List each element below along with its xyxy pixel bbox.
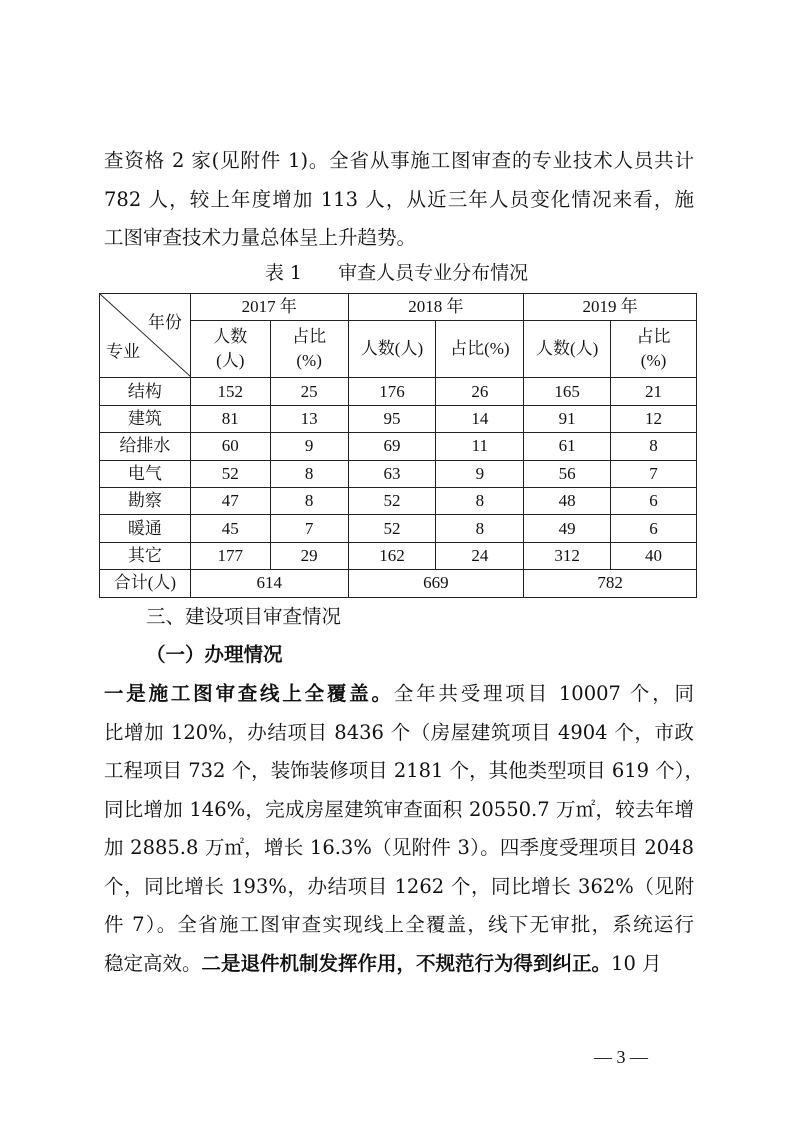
body-text: 稳定高效。	[104, 951, 202, 975]
table-caption-title: 审查人员专业分布情况	[338, 262, 529, 284]
section-heading: 三、建设项目审查情况	[146, 605, 342, 628]
total-cell: 782	[524, 570, 697, 597]
body-text: 同比增加 146%，完成房屋建筑审查面积 20550.7 万㎡，较去年增	[104, 797, 694, 821]
body-line	[104, 675, 694, 714]
subheader-pct-2017: 占比 (%)	[270, 321, 348, 378]
year-header: 2017 年	[190, 294, 348, 321]
value-cell: 45	[190, 515, 270, 542]
value-cell: 95	[348, 405, 436, 432]
value-cell: 63	[348, 460, 436, 487]
value-cell: 81	[190, 405, 270, 432]
body-text: 全年共受理项目 10007 个，同	[393, 682, 694, 705]
value-cell: 14	[436, 405, 524, 432]
body-line	[104, 714, 694, 753]
table-row	[100, 378, 697, 405]
total-label: 合计(人)	[100, 570, 191, 597]
table-corner-cell	[100, 294, 191, 378]
subheader-pct-2018: 占比(%)	[436, 321, 524, 378]
value-cell: 49	[524, 515, 611, 542]
value-cell: 12	[611, 405, 697, 432]
intro-line: 查资格 2 家(见附件 1)。全省从事施工图审查的专业技术人员共计	[104, 149, 694, 172]
value-cell: 9	[436, 460, 524, 487]
table-row	[100, 515, 697, 542]
value-cell: 69	[348, 433, 436, 460]
intro-line: 工图审查技术力量总体呈上升趋势。	[104, 226, 417, 249]
total-cell: 614	[190, 570, 348, 597]
table-caption	[0, 258, 793, 288]
page-number: — 3 —	[594, 1047, 648, 1067]
body-line	[104, 829, 694, 868]
body-text: 工程项目 732 个，装饰装修项目 2181 个，其他类型项目 619 个），	[104, 759, 705, 782]
value-cell: 162	[348, 542, 436, 569]
year-header: 2019 年	[524, 294, 697, 321]
value-cell: 60	[190, 433, 270, 460]
table-row	[100, 487, 697, 514]
major-cell: 结构	[100, 378, 191, 405]
value-cell: 29	[270, 542, 348, 569]
value-cell: 52	[190, 460, 270, 487]
subheader-pct-2019: 占比 (%)	[611, 321, 697, 378]
major-cell: 暖通	[100, 515, 191, 542]
major-cell: 建筑	[100, 405, 191, 432]
major-cell: 电气	[100, 460, 191, 487]
value-cell: 8	[270, 460, 348, 487]
table-row	[100, 460, 697, 487]
value-cell: 91	[524, 405, 611, 432]
body-line	[104, 906, 694, 945]
table-row	[100, 542, 697, 569]
value-cell: 8	[436, 487, 524, 514]
table-total-row	[100, 570, 697, 597]
value-cell: 9	[270, 433, 348, 460]
value-cell: 21	[611, 378, 697, 405]
corner-major-label: 专业	[106, 342, 140, 362]
value-cell: 176	[348, 378, 436, 405]
body-text: 比增加 120%，办结项目 8436 个（房屋建筑项目 4904 个，市政	[104, 720, 694, 744]
bold-lead: 一是施工图审查线上全覆盖。	[104, 682, 394, 705]
body-line	[104, 752, 705, 791]
value-cell: 312	[524, 542, 611, 569]
major-cell: 给排水	[100, 433, 191, 460]
total-cell: 669	[348, 570, 524, 597]
value-cell: 8	[436, 515, 524, 542]
body-line	[104, 791, 694, 830]
subsection-heading: （一）办理情况	[146, 643, 283, 666]
staff-distribution-table	[99, 293, 697, 598]
body-text: 加 2885.8 万㎡，增长 16.3%（见附件 3）。四季度受理项目 2048	[104, 836, 694, 859]
value-cell: 7	[270, 515, 348, 542]
body-text: 个，同比增长 193%，办结项目 1262 个，同比增长 362%（见附	[104, 874, 694, 898]
body-line	[104, 868, 694, 907]
value-cell: 26	[436, 378, 524, 405]
value-cell: 40	[611, 542, 697, 569]
value-cell: 24	[436, 542, 524, 569]
bold-lead: 二是退件机制发挥作用，不规范行为得到纠正。	[201, 951, 612, 975]
value-cell: 177	[190, 542, 270, 569]
value-cell: 6	[611, 487, 697, 514]
diagonal-line	[100, 294, 191, 377]
value-cell: 165	[524, 378, 611, 405]
major-cell: 其它	[100, 542, 191, 569]
corner-year-label: 年份	[147, 313, 182, 332]
year-header: 2018 年	[348, 294, 524, 321]
value-cell: 8	[611, 433, 697, 460]
body-text: 10 月	[611, 951, 662, 975]
table-body	[100, 378, 697, 570]
body-line	[104, 945, 694, 984]
intro-line: 782 人，较上年度增加 113 人，从近三年人员变化情况来看，施	[104, 187, 694, 211]
table-row	[100, 433, 697, 460]
value-cell: 8	[270, 487, 348, 514]
value-cell: 61	[524, 433, 611, 460]
table-row	[100, 405, 697, 432]
body-paragraph	[104, 675, 705, 983]
value-cell: 47	[190, 487, 270, 514]
value-cell: 6	[611, 515, 697, 542]
major-cell: 勘察	[100, 487, 191, 514]
value-cell: 152	[190, 378, 270, 405]
value-cell: 52	[348, 515, 436, 542]
subheader-count-2019: 人数(人)	[524, 321, 611, 378]
value-cell: 25	[270, 378, 348, 405]
value-cell: 11	[436, 433, 524, 460]
subheader-count-2017: 人数 (人)	[190, 321, 270, 378]
table-caption-number: 表 1	[264, 262, 303, 284]
value-cell: 13	[270, 405, 348, 432]
value-cell: 48	[524, 487, 611, 514]
table-header-row-years	[100, 294, 697, 321]
value-cell: 7	[611, 460, 697, 487]
value-cell: 52	[348, 487, 436, 514]
body-text: 件 7）。全省施工图审查实现线上全覆盖，线下无审批，系统运行	[104, 913, 694, 936]
subheader-count-2018: 人数(人)	[348, 321, 436, 378]
value-cell: 56	[524, 460, 611, 487]
intro-paragraph	[104, 142, 694, 258]
